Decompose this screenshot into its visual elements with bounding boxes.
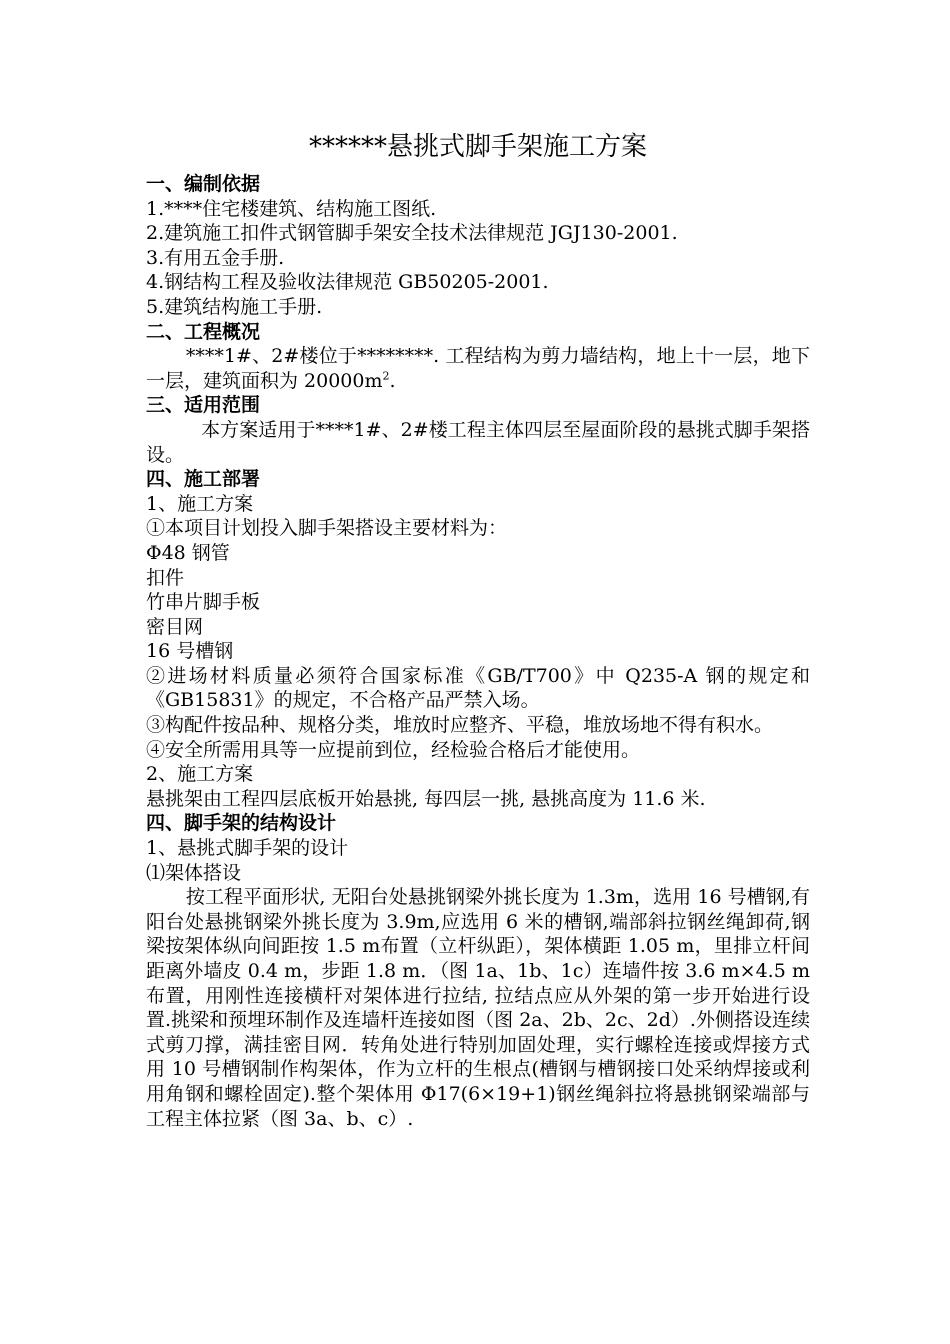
- material-item: Φ48 钢管: [146, 541, 230, 564]
- scope-paragraph: 本方案适用于****1#、2#楼工程主体四层至屋面阶段的悬挑式脚手架搭设。: [146, 418, 810, 466]
- basis-item: 3.有用五金手册.: [146, 246, 285, 269]
- basis-item: 1.****住宅楼建筑、结构施工图纸.: [146, 197, 437, 220]
- overview-text: ****1#、2#楼位于********. 工程结构为剪力墙结构，地上十一层，地下一层，建筑面积为 20000m: [146, 345, 810, 392]
- deployment-subheading: 2、施工方案: [146, 763, 254, 786]
- deployment-item: ③构配件按品种、规格分类，堆放时应整齐、平稳，堆放场地不得有积水。: [146, 714, 774, 737]
- material-item: 竹串片脚手板: [146, 591, 261, 614]
- section-heading-deployment: 四、施工部署: [146, 468, 261, 491]
- overview-superscript: 2: [382, 369, 390, 383]
- section-heading-overview: 二、工程概况: [146, 320, 261, 343]
- section-heading-basis: 一、编制依据: [146, 173, 261, 195]
- basis-item: 5.建筑结构施工手册.: [146, 295, 323, 318]
- deployment-item: 悬挑架由工程四层底板开始悬挑, 每四层一挑, 悬挑高度为 11.6 米.: [146, 787, 706, 810]
- basis-item: 4.钢结构工程及验收法律规范 GB50205-2001.: [146, 271, 549, 294]
- section-heading-scope: 三、适用范围: [146, 394, 261, 417]
- overview-end: .: [389, 369, 396, 392]
- structure-subheading: ⑴架体搭设: [146, 861, 242, 884]
- deployment-subheading: 1、施工方案: [146, 492, 254, 515]
- material-item: 密目网: [146, 615, 204, 638]
- structure-paragraph: 按工程平面形状, 无阳台处悬挑钢梁外挑长度为 1.3m，选用 16 号槽钢,有阳台处悬挑钢梁外挑长度为 3.9m,应选用 6 米的槽钢,端部斜拉钢丝绳卸荷,钢梁按架体纵向间距按 1.5 m布置（立杆纵距），架体横距 1.05 m，里排立杆间距离外墙皮 0.4 m，步距 1.8 m．（图 1a、1b、1c）连墙件按 3.6 m×4.5 m布置，用刚性连接横杆对架体进行拉结, 拉结点应从外架的第一步开始进行设置.挑梁和预埋环制作及连墙杆连接如图（图 2a、2b、2c、2d）.外侧搭设连续式剪刀撑，满挂密目网．转角处进行特别加固处理，实行螺栓连接或焊接方式用 10 号槽钢制作构架体，作为立杆的生根点(槽钢与槽钢接口处采纳焊接或利用角钢和螺栓固定).整个架体用 Φ17(6×19+1)钢丝绳斜拉将悬挑钢梁端部与工程主体拉紧（图 3a、b、c）.: [146, 886, 810, 1130]
- document-page: [146, 130, 810, 1131]
- deployment-item: ①本项目计划投入脚手架搭设主要材料为：: [146, 517, 508, 540]
- deployment-item: ④安全所需用具等一应提前到位，经检验合格后才能使用。: [146, 738, 641, 761]
- document-title: ******悬挑式脚手架施工方案: [308, 132, 647, 162]
- structure-subheading: 1、悬挑式脚手架的设计: [146, 837, 349, 860]
- material-item: 16 号槽钢: [146, 640, 234, 663]
- basis-item: 2.建筑施工扣件式钢管脚手架安全技术法律规范 JGJ130-2001.: [146, 222, 678, 245]
- overview-paragraph: [146, 344, 810, 393]
- material-item: 扣件: [146, 566, 185, 589]
- deployment-item: ②进场材料质量必须符合国家标准《GB/T700》中 Q235-A 钢的规定和《GB15831》的规定，不合格产品严禁入场。: [146, 664, 810, 712]
- section-heading-structure: 四、脚手架的结构设计: [146, 812, 337, 835]
